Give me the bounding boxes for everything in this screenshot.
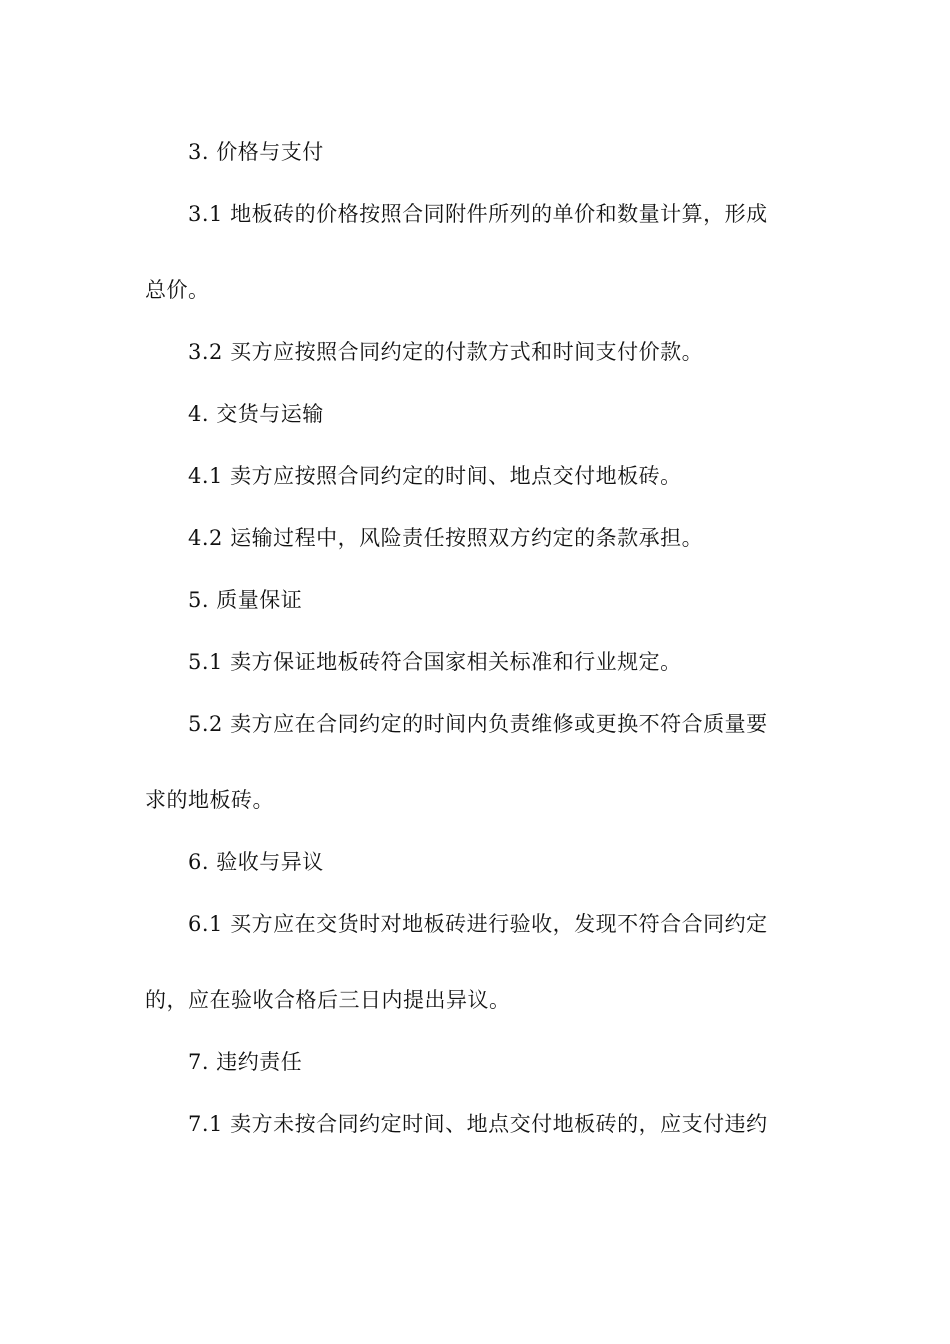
clause-5-2-line-1: 5.2 卖方应在合同约定的时间内负责维修或更换不符合质量要 [188,712,768,736]
clause-4-2: 4.2 运输过程中，风险责任按照双方约定的条款承担。 [188,526,704,550]
heading-4-delivery-transport: 4. 交货与运输 [188,402,324,426]
heading-6-acceptance-objection: 6. 验收与异议 [188,850,324,874]
clause-3-1-line-2: 总价。 [145,278,210,302]
clause-4-1: 4.1 卖方应按照合同约定的时间、地点交付地板砖。 [188,464,682,488]
clause-6-1-line-2: 的，应在验收合格后三日内提出异议。 [145,988,511,1012]
heading-5-quality-guarantee: 5. 质量保证 [188,588,303,612]
clause-3-2: 3.2 买方应按照合同约定的付款方式和时间支付价款。 [188,340,704,364]
clause-3-1-line-1: 3.1 地板砖的价格按照合同附件所列的单价和数量计算，形成 [188,202,768,226]
clause-5-1: 5.1 卖方保证地板砖符合国家相关标准和行业规定。 [188,650,682,674]
clause-5-2-line-2: 求的地板砖。 [145,788,274,812]
heading-7-breach-liability: 7. 违约责任 [188,1050,303,1074]
clause-7-1-line-1: 7.1 卖方未按合同约定时间、地点交付地板砖的，应支付违约 [188,1112,768,1136]
heading-3-price-payment: 3. 价格与支付 [188,140,324,164]
clause-6-1-line-1: 6.1 买方应在交货时对地板砖进行验收，发现不符合合同约定 [188,912,768,936]
